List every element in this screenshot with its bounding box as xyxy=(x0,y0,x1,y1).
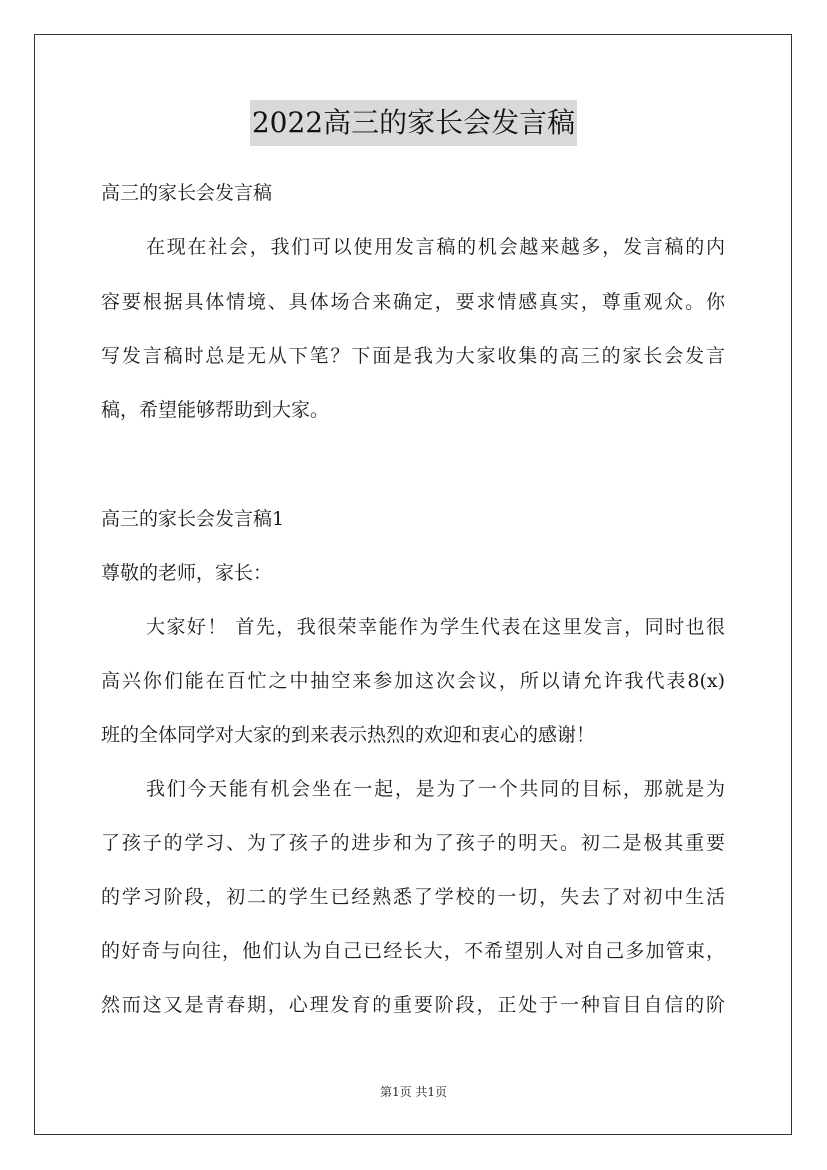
section-heading: 高三的家长会发言稿1 xyxy=(101,508,285,530)
intro-line-2: 容要根据具体情境、具体场合来确定，要求情感真实，尊重观众。你 xyxy=(101,291,725,313)
salutation: 尊敬的老师，家长： xyxy=(101,562,273,584)
paragraph2-line-4: 的好奇与向往，他们认为自己已经长大，不希望别人对自己多加管束， xyxy=(101,940,725,962)
intro-line-1: 在现在社会，我们可以使用发言稿的机会越来越多，发言稿的内 xyxy=(146,236,725,258)
document-title: 2022高三的家长会发言稿 xyxy=(250,100,577,146)
paragraph2-line-1: 我们今天能有机会坐在一起，是为了一个共同的目标，那就是为 xyxy=(146,778,725,800)
paragraph1-line-3: 班的全体同学对大家的到来表示热烈的欢迎和衷心的感谢！ xyxy=(101,724,596,746)
intro-line-4: 稿，希望能够帮助到大家。 xyxy=(101,399,330,421)
paragraph1-line-2: 高兴你们能在百忙之中抽空来参加这次会议，所以请允许我代表8(x) xyxy=(101,670,725,692)
title-container xyxy=(0,100,827,146)
paragraph1-line-1: 大家好！ 首先，我很荣幸能作为学生代表在这里发言，同时也很 xyxy=(146,616,725,638)
paragraph2-line-2: 了孩子的学习、为了孩子的进步和为了孩子的明天。初二是极其重要 xyxy=(101,832,725,854)
page-footer: 第1页 共1页 xyxy=(379,1085,448,1099)
paragraph2-line-5: 然而这又是青春期，心理发育的重要阶段，正处于一种盲目自信的阶 xyxy=(101,994,725,1016)
intro-line-3: 写发言稿时总是无从下笔？下面是我为大家收集的高三的家长会发言 xyxy=(101,345,725,367)
document-subtitle: 高三的家长会发言稿 xyxy=(101,182,273,204)
paragraph2-line-3: 的学习阶段，初二的学生已经熟悉了学校的一切，失去了对初中生活 xyxy=(101,886,725,908)
